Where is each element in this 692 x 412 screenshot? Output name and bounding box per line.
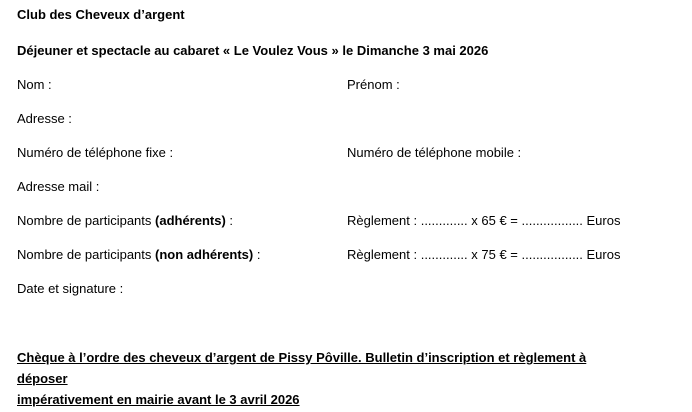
adherents-text: (adhérents) xyxy=(155,213,226,228)
participants-text: Nombre de participants xyxy=(17,247,156,262)
tel-mobile-label: Numéro de téléphone mobile : xyxy=(347,145,522,160)
colon-text: : xyxy=(225,213,234,228)
colon-text: : xyxy=(253,247,261,262)
event-title: Déjeuner et spectacle au cabaret « Le Voulez Vous » le Dimanche 3 mai 2026 xyxy=(17,43,489,58)
payment-instructions-line-2: impérativement en mairie avant le 3 avril 2026 xyxy=(17,392,300,407)
reglement-non-adherents: Règlement : ............. x 75 € = ................. Euros xyxy=(347,247,621,262)
reglement-adherents: Règlement : ............. x 65 € = ................. Euros xyxy=(347,213,621,228)
participants-text: Nombre de participants xyxy=(17,213,156,228)
prenom-label: Prénom : xyxy=(347,77,400,92)
nom-label: Nom : xyxy=(17,77,52,92)
participants-adherents-label xyxy=(17,212,233,230)
non-adherents-text: (non adhérents) xyxy=(155,247,254,262)
club-name: Club des Cheveux d’argent xyxy=(17,7,185,22)
date-signature-label: Date et signature : xyxy=(17,281,124,296)
payment-instructions-line-1: Chèque à l’ordre des cheveux d’argent de Pissy Pôville. Bulletin d’inscription et règlement à déposer xyxy=(17,350,587,386)
mail-label: Adresse mail : xyxy=(17,179,100,194)
participants-non-adherents-label xyxy=(17,246,260,264)
payment-instructions xyxy=(17,347,637,410)
adresse-label: Adresse : xyxy=(17,111,72,126)
tel-fixe-label: Numéro de téléphone fixe : xyxy=(17,145,174,160)
